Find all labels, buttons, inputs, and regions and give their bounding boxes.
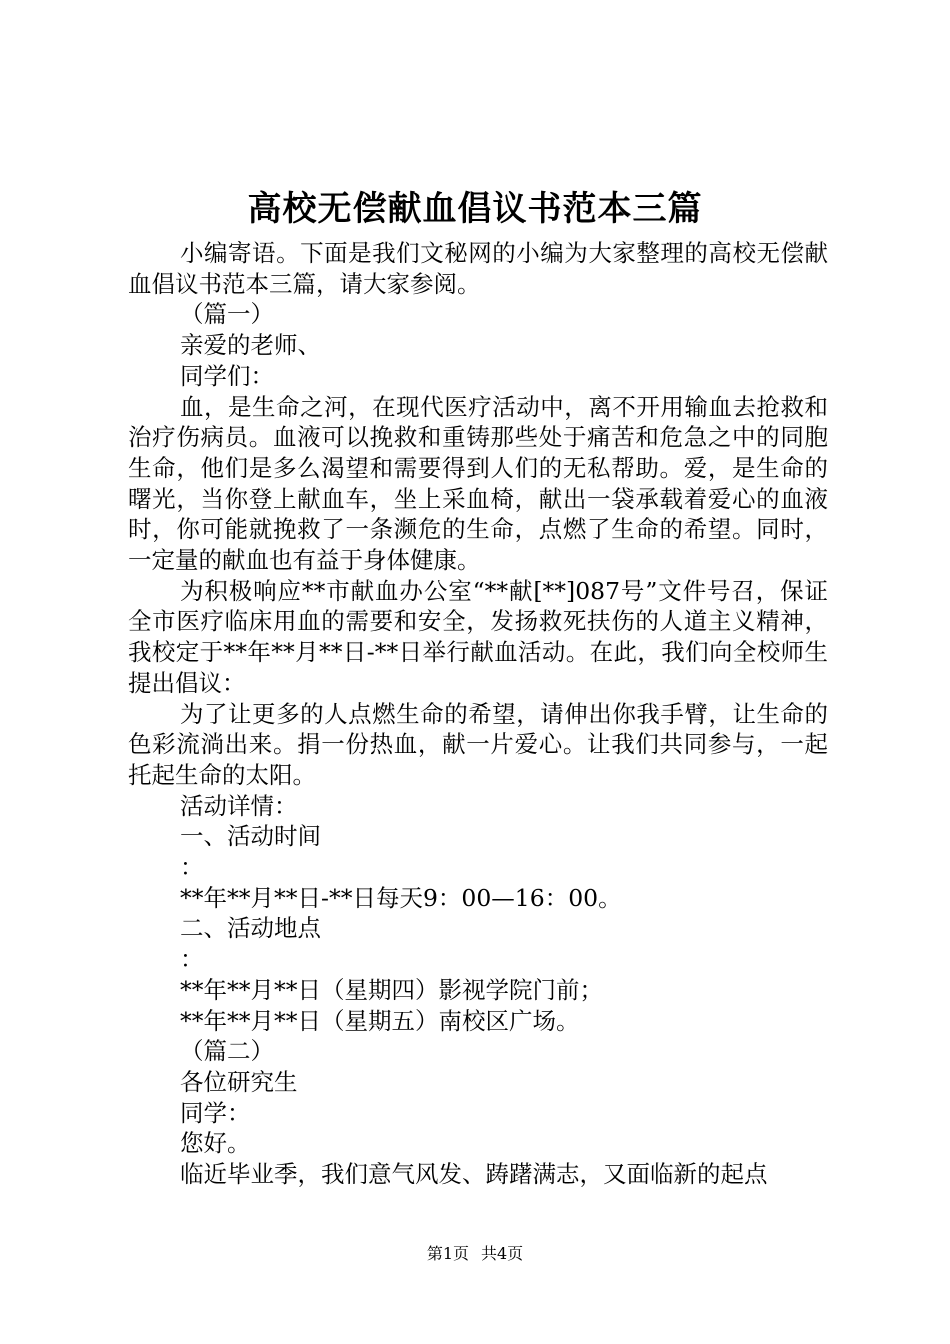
body-paragraph: 为积极响应**市献血办公室“**献[**]087号”文件号召，保证全市医疗临床用血的需要和安全，发扬救死扶伤的人道主义精神，我校定于**年**月**日-**日举行献血活动。在此，我们向全校师生提出倡议：: [128, 576, 828, 697]
salutation-line: 各位研究生: [180, 1067, 298, 1096]
activity-place-value: **年**月**日（星期五）南校区广场。: [180, 1006, 580, 1035]
greeting-line: 您好。: [180, 1129, 251, 1158]
colon-line: ：: [180, 945, 204, 974]
section-heading-part-one: （篇一）: [180, 300, 274, 329]
body-paragraph: 血，是生命之河，在现代医疗活动中，离不开用输血去抢救和治疗伤病员。血液可以挽救和重铸那些处于痛苦和危急之中的同胞生命，他们是多么渴望和需要得到人们的无私帮助。爱，是生命的曙光，当你登上献血车，坐上采血椅，献出一袋承载着爱心的血液时，你可能就挽救了一条濒危的生命，点燃了生命的希望。同时，一定量的献血也有益于身体健康。: [128, 392, 828, 575]
section-heading-part-two: （篇二）: [180, 1037, 274, 1066]
colon-line: ：: [180, 853, 204, 882]
activity-time-heading: 一、活动时间: [180, 822, 321, 851]
body-paragraph: 临近毕业季，我们意气风发、踌躇满志，又面临新的起点: [180, 1160, 768, 1189]
page-number: 第1页: [426, 1244, 469, 1263]
activity-details-heading: 活动详情：: [180, 791, 298, 820]
salutation-line: 同学：: [180, 1098, 251, 1127]
intro-paragraph: 小编寄语。下面是我们文秘网的小编为大家整理的高校无偿献血倡议书范本三篇，请大家参阅。: [128, 239, 828, 298]
document-body: [128, 238, 828, 1190]
salutation-line: 亲爱的老师、: [180, 331, 321, 360]
activity-place-heading: 二、活动地点: [180, 914, 321, 943]
activity-place-value: **年**月**日（星期四）影视学院门前；: [180, 975, 603, 1004]
salutation-line: 同学们：: [180, 361, 274, 390]
activity-time-value: **年**月**日-**日每天9：00—16：00。: [180, 883, 622, 912]
page-footer: [0, 1243, 950, 1265]
page-total: 共4页: [481, 1244, 524, 1263]
document-title: 高校无偿献血倡议书范本三篇: [247, 189, 703, 229]
body-paragraph: 为了让更多的人点燃生命的希望，请伸出你我手臂，让生命的色彩流淌出来。捐一份热血，献一片爱心。让我们共同参与，一起托起生命的太阳。: [128, 699, 828, 789]
